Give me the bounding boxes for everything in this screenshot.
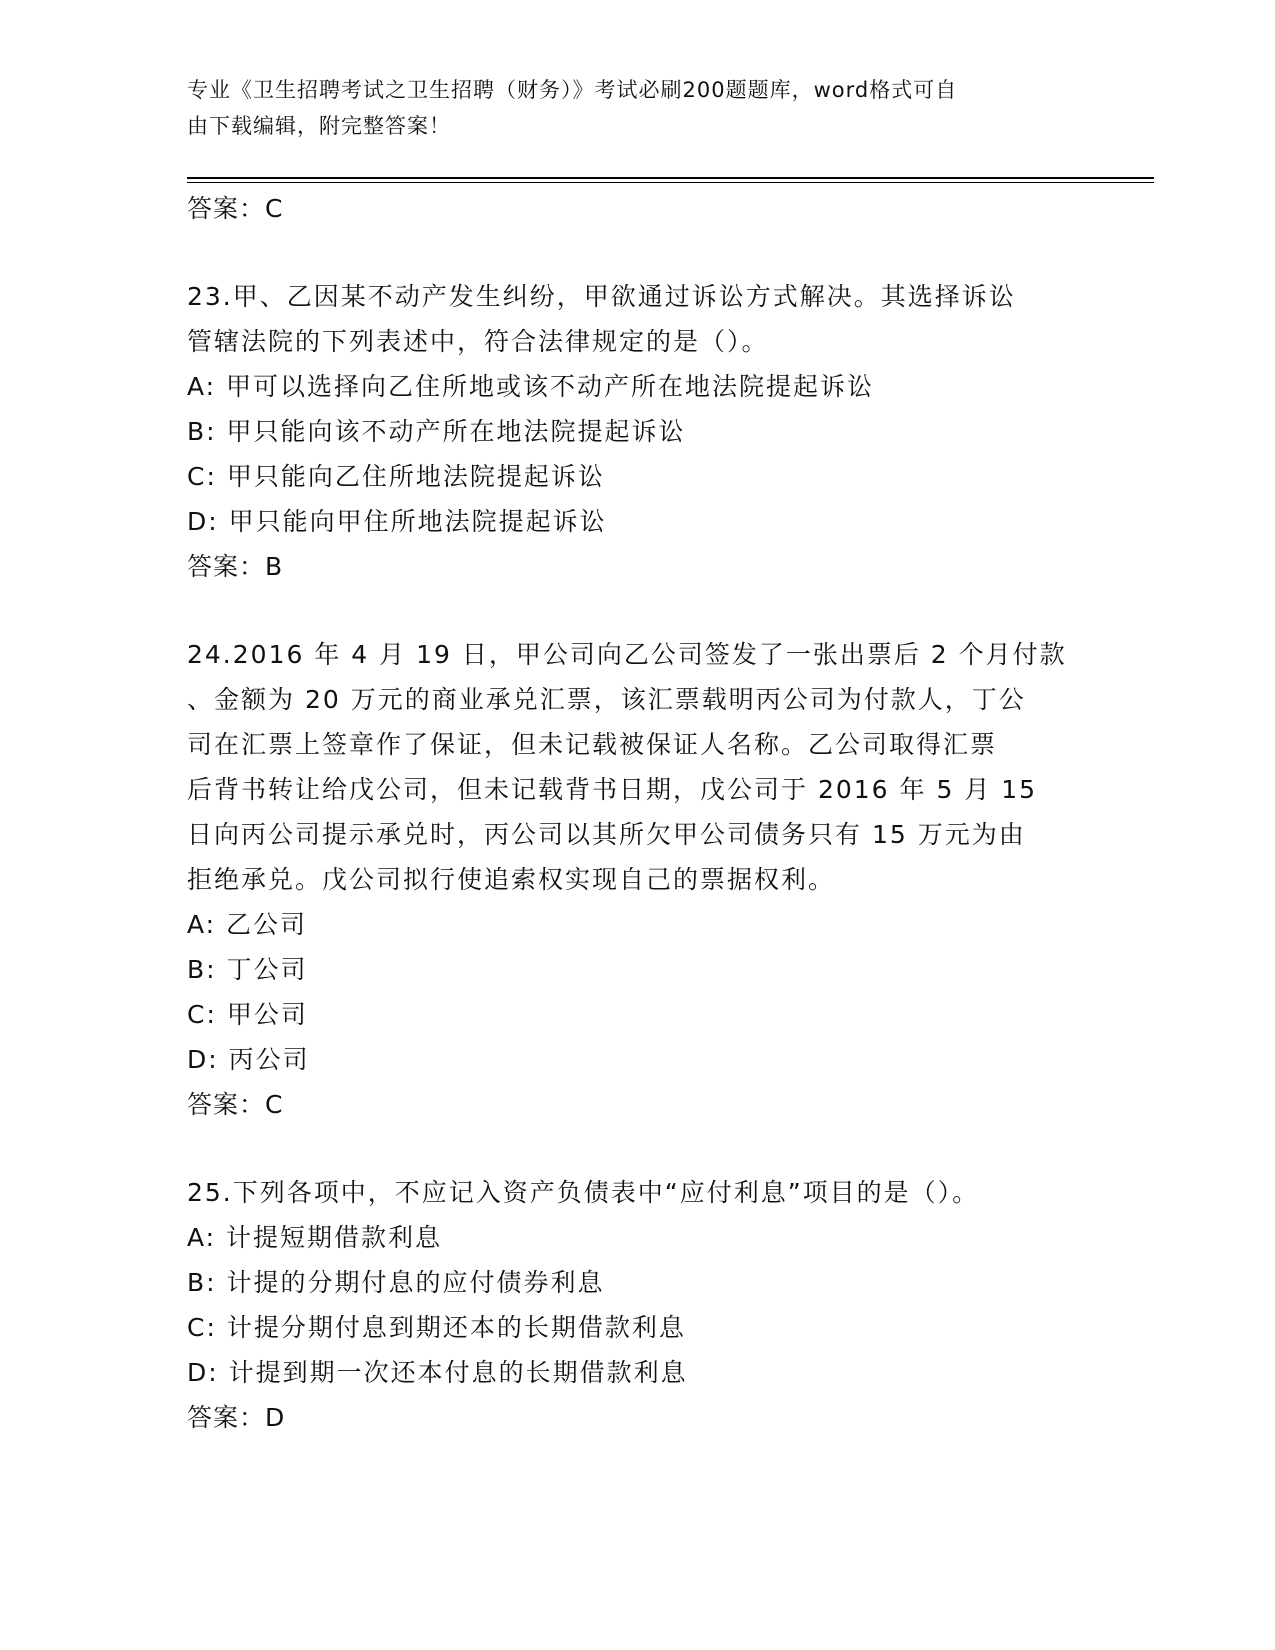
question-stem-line: 后背书转让给戊公司，但未记载背书日期，戊公司于 2016 年 5 月 15 [187, 775, 1038, 804]
option-b: B: 丁公司 [187, 955, 308, 984]
option-a: A: 甲可以选择向乙住所地或该不动产所在地法院提起诉讼 [187, 372, 875, 401]
header-line-2: 由下载编辑，附完整答案！ [187, 114, 451, 138]
answer: 答案：D [187, 1403, 286, 1432]
header-rule-thick [187, 177, 1154, 179]
option-b: B: 甲只能向该不动产所在地法院提起诉讼 [187, 417, 686, 446]
question-stem-line: 23.甲、乙因某不动产发生纠纷，甲欲通过诉讼方式解决。其选择诉讼 [187, 282, 1016, 311]
option-d: D: 甲只能向甲住所地法院提起诉讼 [187, 507, 607, 536]
option-d: D: 丙公司 [187, 1045, 310, 1074]
option-d: D: 计提到期一次还本付息的长期借款利息 [187, 1358, 688, 1387]
question-stem-line: 25.下列各项中，不应记入资产负债表中“应付利息”项目的是（）。 [187, 1178, 980, 1207]
document-body [187, 186, 1087, 1440]
answer-prev: 答案：C [187, 194, 284, 223]
option-c: C: 甲公司 [187, 1000, 308, 1029]
question-stem-line: 司在汇票上签章作了保证，但未记载被保证人名称。乙公司取得汇票 [187, 730, 998, 759]
spacer [187, 589, 1087, 632]
question-stem-line: 拒绝承兑。戊公司拟行使追索权实现自己的票据权利。 [187, 865, 836, 894]
question-25 [187, 1170, 1087, 1440]
document-header [187, 72, 1087, 144]
question-stem-line: 管辖法院的下列表述中，符合法律规定的是（）。 [187, 327, 769, 356]
option-a: A: 计提短期借款利息 [187, 1223, 443, 1252]
option-c: C: 计提分期付息到期还本的长期借款利息 [187, 1313, 686, 1342]
question-24 [187, 632, 1087, 1127]
answer: 答案：B [187, 552, 284, 581]
question-stem-line: 日向丙公司提示承兑时，丙公司以其所欠甲公司债务只有 15 万元为由 [187, 820, 1026, 849]
question-stem-line: 24.2016 年 4 月 19 日，甲公司向乙公司签发了一张出票后 2 个月付款 [187, 640, 1067, 669]
answer: 答案：C [187, 1090, 284, 1119]
header-rule-thin [187, 182, 1154, 183]
option-c: C: 甲只能向乙住所地法院提起诉讼 [187, 462, 605, 491]
spacer [187, 1127, 1087, 1170]
option-a: A: 乙公司 [187, 910, 308, 939]
spacer [187, 231, 1087, 274]
question-stem-line: 、金额为 20 万元的商业承兑汇票，该汇票载明丙公司为付款人，丁公 [187, 685, 1026, 714]
header-line-1: 专业《卫生招聘考试之卫生招聘（财务）》考试必刷200题题库，word格式可自 [187, 78, 958, 102]
option-b: B: 计提的分期付息的应付债券利息 [187, 1268, 605, 1297]
question-23 [187, 274, 1087, 589]
